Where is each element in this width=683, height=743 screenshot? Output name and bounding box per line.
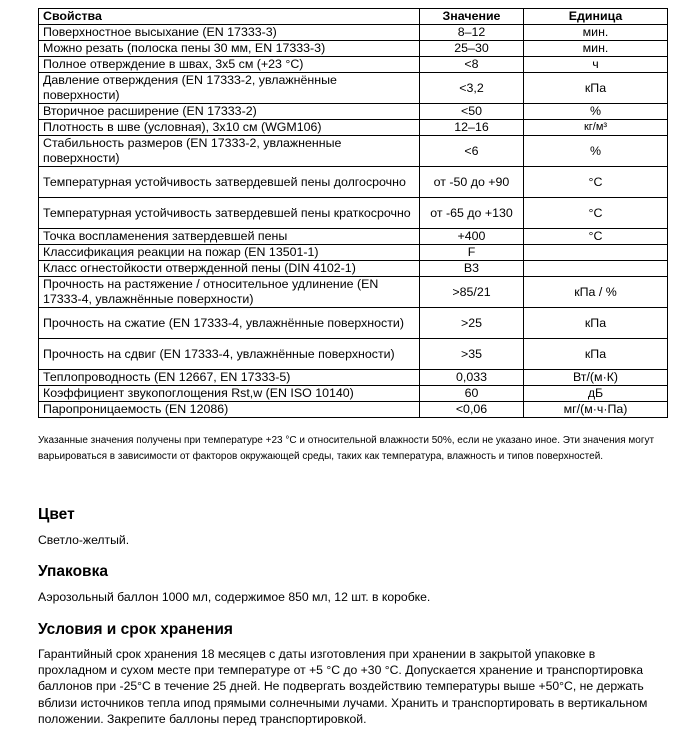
- table-row: [39, 339, 668, 370]
- cell-property: Температурная устойчивость затвердевшей пены долгосрочно: [39, 167, 420, 198]
- section-text-storage: Гарантийный срок хранения 18 месяцев с даты изготовления при хранении в закрытой упаковке в прохладном и сухом месте при температуре от +5 °C до +30 °C. Допускается хранение и транспортировка баллонов при -25°C в течение 25 дней. Не подвергать воздействию температуры выше +50°C, не держать вблизи источников тепла ипод прямыми солнечными лучами. Хранить и транспортировать в вертикальном положении. Закрепите баллоны перед транспортировкой.: [38, 647, 648, 726]
- cell-unit: кг/м³: [524, 120, 668, 136]
- table-row: [39, 308, 668, 339]
- cell-property: Полное отверждение в швах, 3x5 см (+23 °C): [39, 57, 420, 73]
- cell-unit: °C: [524, 167, 668, 198]
- cell-value: 12–16: [420, 120, 524, 136]
- cell-property: Температурная устойчивость затвердевшей пены краткосрочно: [39, 198, 420, 229]
- cell-unit: °C: [524, 198, 668, 229]
- cell-value: B3: [420, 261, 524, 277]
- cell-value: >25: [420, 308, 524, 339]
- header-property: Свойства: [39, 9, 420, 25]
- table-row: [39, 198, 668, 229]
- properties-table: [38, 8, 668, 418]
- table-row: [39, 277, 668, 308]
- cell-property: Прочность на сжатие (EN 17333-4, увлажнённые поверхности): [39, 308, 420, 339]
- cell-unit: кПа: [524, 73, 668, 104]
- table-row: [39, 261, 668, 277]
- cell-unit: мин.: [524, 25, 668, 41]
- table-row: [39, 402, 668, 418]
- section-text-color: Светло-желтый.: [38, 533, 130, 547]
- cell-value: +400: [420, 229, 524, 245]
- header-value: Значение: [420, 9, 524, 25]
- cell-unit: ч: [524, 57, 668, 73]
- table-row: [39, 57, 668, 73]
- cell-unit: [524, 245, 668, 261]
- table-footnote: Указанные значения получены при температуре +23 °C и относительной влажности 50%, если не указано иное. Эти значения могут варьироваться в зависимости от факторов окружающей среды, таких как температура, влажность и типов поверхностей.: [38, 435, 655, 462]
- cell-value: <50: [420, 104, 524, 120]
- table-row: [39, 104, 668, 120]
- table-row: [39, 229, 668, 245]
- cell-value: 60: [420, 386, 524, 402]
- cell-property: Стабильность размеров (EN 17333-2, увлажненные поверхности): [39, 136, 420, 167]
- cell-property: Вторичное расширение (EN 17333-2): [39, 104, 420, 120]
- table-row: [39, 120, 668, 136]
- cell-property: Давление отверждения (EN 17333-2, увлажнённые поверхности): [39, 73, 420, 104]
- cell-unit: дБ: [524, 386, 668, 402]
- table-row: [39, 73, 668, 104]
- cell-value: <3,2: [420, 73, 524, 104]
- cell-value: 25–30: [420, 41, 524, 57]
- table-row: [39, 245, 668, 261]
- cell-unit: мг/(м·ч·Па): [524, 402, 668, 418]
- table-row: [39, 167, 668, 198]
- cell-unit: [524, 261, 668, 277]
- cell-value: F: [420, 245, 524, 261]
- cell-value: 8–12: [420, 25, 524, 41]
- cell-unit: %: [524, 104, 668, 120]
- cell-property: Класс огнестойкости отвержденной пены (DIN 4102-1): [39, 261, 420, 277]
- cell-property: Плотность в шве (условная), 3x10 см (WGM106): [39, 120, 420, 136]
- cell-value: >85/21: [420, 277, 524, 308]
- cell-property: Точка воспламенения затвердевшей пены: [39, 229, 420, 245]
- cell-property: Коэффициент звукопоглощения Rst,w (EN ISO 10140): [39, 386, 420, 402]
- header-unit: Единица: [524, 9, 668, 25]
- cell-value: <6: [420, 136, 524, 167]
- cell-unit: кПа: [524, 308, 668, 339]
- section-title-storage: Условия и срок хранения: [38, 621, 233, 638]
- cell-unit: Вт/(м·К): [524, 370, 668, 386]
- cell-property: Прочность на сдвиг (EN 17333-4, увлажнённые поверхности): [39, 339, 420, 370]
- table-row: [39, 386, 668, 402]
- table-row: [39, 136, 668, 167]
- section-text-packaging: Аэрозольный баллон 1000 мл, содержимое 850 мл, 12 шт. в коробке.: [38, 590, 431, 604]
- cell-value: >35: [420, 339, 524, 370]
- cell-property: Паропроницаемость (EN 12086): [39, 402, 420, 418]
- cell-property: Поверхностное высыхание (EN 17333-3): [39, 25, 420, 41]
- cell-property: Теплопроводность (EN 12667, EN 17333-5): [39, 370, 420, 386]
- cell-value: 0,033: [420, 370, 524, 386]
- cell-value: <8: [420, 57, 524, 73]
- table-row: [39, 25, 668, 41]
- cell-value: от -65 до +130: [420, 198, 524, 229]
- cell-property: Прочность на растяжение / относительное удлинение (EN 17333-4, увлажнённые поверхности): [39, 277, 420, 308]
- cell-unit: %: [524, 136, 668, 167]
- cell-property: Классификация реакции на пожар (EN 13501-1): [39, 245, 420, 261]
- cell-unit: кПа: [524, 339, 668, 370]
- section-title-color: Цвет: [38, 506, 75, 523]
- cell-value: от -50 до +90: [420, 167, 524, 198]
- section-title-packaging: Упаковка: [38, 563, 108, 580]
- cell-unit: °C: [524, 229, 668, 245]
- table-row: [39, 41, 668, 57]
- table-row: [39, 370, 668, 386]
- table-header-row: [39, 9, 668, 25]
- cell-unit: кПа / %: [524, 277, 668, 308]
- cell-value: <0,06: [420, 402, 524, 418]
- cell-property: Можно резать (полоска пены 30 мм, EN 17333-3): [39, 41, 420, 57]
- cell-unit: мин.: [524, 41, 668, 57]
